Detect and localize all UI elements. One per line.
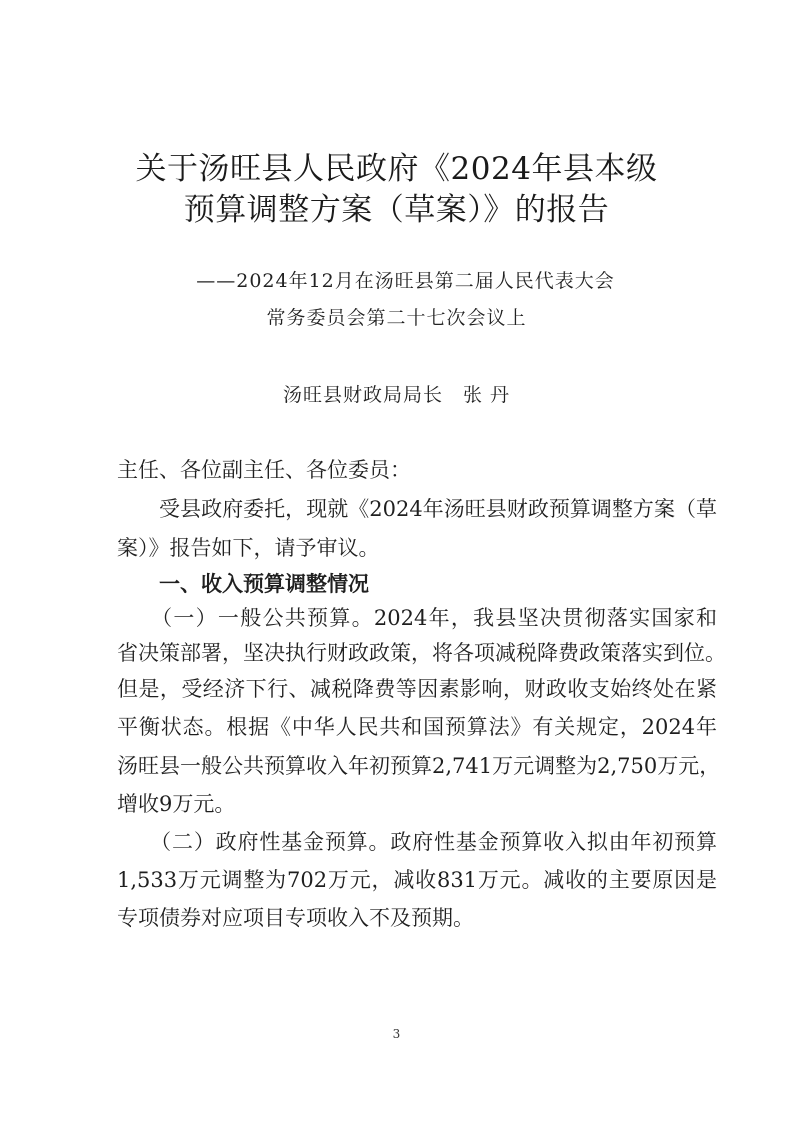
document-title-line-1: 关于汤旺县人民政府《2024年县本级 — [135, 151, 658, 187]
document-subtitle-line-1: ——2024年12月在汤旺县第二届人民代表大会 — [196, 270, 615, 292]
paragraph-line: 增收9万元。 — [117, 792, 236, 816]
paragraph-line: 汤旺县一般公共预算收入年初预算2,741万元调整为2,750万元， — [117, 754, 721, 778]
intro-line: 受县政府委托，现就《2024年汤旺县财政预算调整方案（草 — [117, 497, 717, 521]
document-author: 汤旺县财政局局长 张 丹 — [282, 384, 511, 406]
paragraph-line: （一）一般公共预算。2024年，我县坚决贯彻落实国家和 — [117, 606, 717, 630]
paragraph-line: 但是，受经济下行、减税降费等因素影响，财政收支始终处在紧 — [117, 677, 717, 701]
salutation: 主任、各位副主任、各位委员： — [117, 458, 411, 482]
page-number: 3 — [392, 1027, 401, 1041]
paragraph-line: 省决策部署，坚决执行财政政策，将各项减税降费政策落实到位。 — [117, 641, 726, 665]
paragraph-line: （二）政府性基金预算。政府性基金预算收入拟由年初预算 — [117, 830, 717, 854]
intro-line: 案）》报告如下，请予审议。 — [117, 536, 380, 560]
paragraph-line: 专项债券对应项目专项收入不及预期。 — [117, 906, 474, 930]
document-subtitle-line-2: 常务委员会第二十七次会议上 — [266, 307, 527, 329]
paragraph-line: 1,533万元调整为702万元，减收831万元。减收的主要原因是 — [117, 868, 717, 892]
document-title-line-2: 预算调整方案（草案）》的报告 — [183, 192, 610, 228]
paragraph-line: 平衡状态。根据《中华人民共和国预算法》有关规定，2024年 — [117, 715, 717, 739]
section-heading: 一、收入预算调整情况 — [117, 572, 369, 596]
